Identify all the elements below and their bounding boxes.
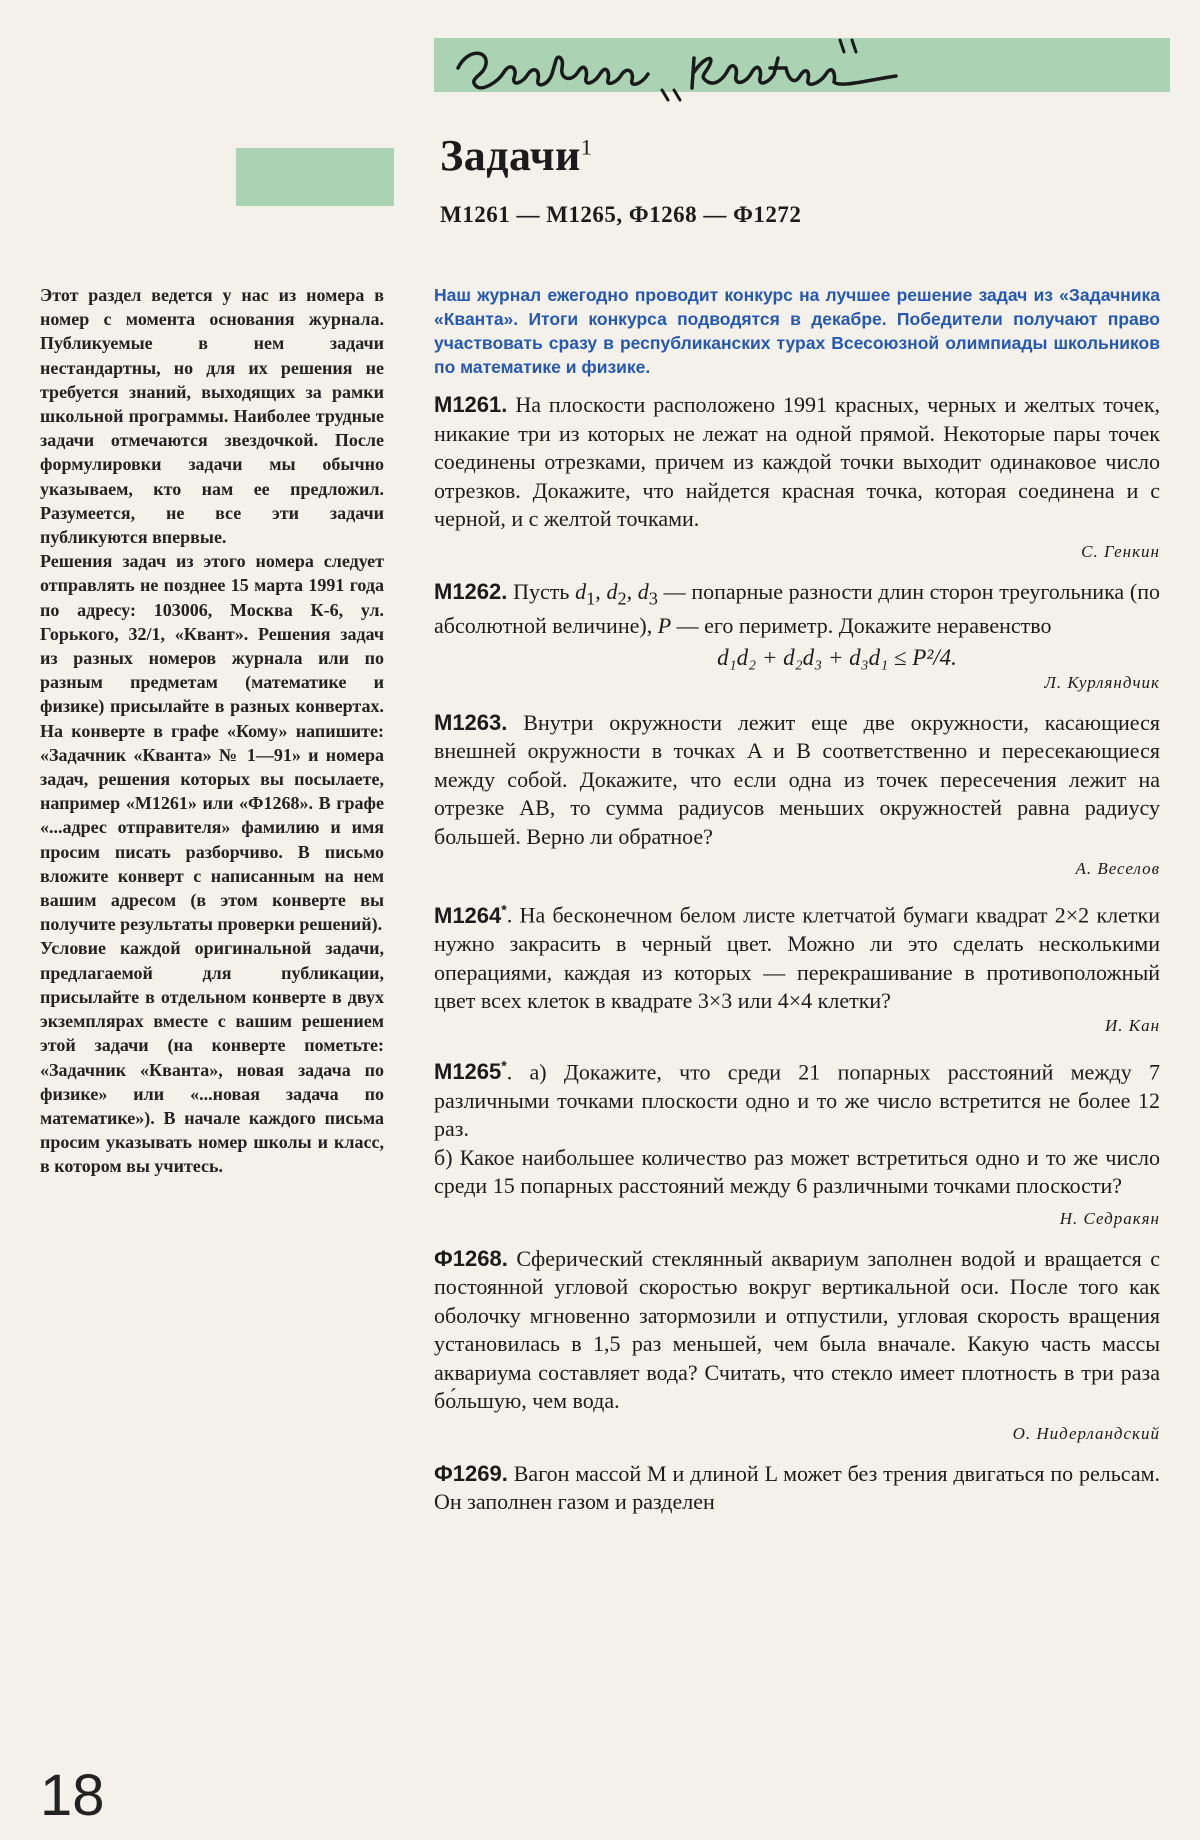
problem-text-a: . а) Докажите, что среди 21 попарных расстояний между 7 различными точками плоскости одно и то же число встретится не более 12 раз. <box>434 1059 1160 1142</box>
title-footnote-mark: 1 <box>580 134 593 160</box>
problem-text: Внутри окружности лежит еще две окружности, касающиеся внешней окружности в точках A и B соответственно и пересекающиеся между собой. Докажите, что если одна из точек пересечения лежит на отрезке AB, то сумма радиусов меньших окружностей равна радиусу большей. Верно ли обратное? <box>434 709 1161 849</box>
sidebar-info <box>40 283 384 1179</box>
problem-text: Сферический стеклянный аквариум заполнен водой и вращается с постоянной угловой скоростью вокруг вертикальной оси. После того как оболочку мгновенно затормозили и отпустили, угловая скорость вращения установилась в 1,5 раз меньшей, чем была вначале. Какую часть массы аквариума составляет вода? Считать, что стекло имеет плотность в три раза бо́льшую, чем вода. <box>434 1245 1160 1414</box>
problem-m1264 <box>434 895 1160 1035</box>
problem-id: М1261. <box>434 392 508 417</box>
difficulty-star: * <box>501 901 507 918</box>
contest-intro: Наш журнал ежегодно проводит конкурс на лучшее решение задач из «Задачника «Кванта». Итоги конкурса подводятся в декабре. Победители получают право участвовать сразу в республиканских турах Всесоюзной олимпиады школьников по математике и физике. <box>434 285 1160 377</box>
problem-id: Ф1268. <box>434 1245 508 1271</box>
math-sub: 2 <box>617 587 627 608</box>
problem-author: И. Кан <box>1105 1015 1160 1035</box>
problem-id: М1263. <box>434 709 508 735</box>
handwritten-title-logo <box>448 28 908 108</box>
problem-author: А. Веселов <box>1075 859 1160 879</box>
problem-text-b: б) Какое наибольшее количество раз может встретиться одно и то же число среди 15 попарных расстояний между 6 различными точками плоскости? <box>434 1144 1160 1199</box>
problem-m1265 <box>434 1052 1160 1229</box>
math-var: d <box>575 578 587 604</box>
sidebar-paragraph: Условие каждой оригинальной задачи, предлагаемой для публикации, присылайте в отдельном конверте в двух экземплярах вместе с вашим решением этой задачи (на конверте пометьте: «Задачник «Кванта», новая задача по физике» или «...новая задача по математике»). В начале каждого письма просим указывать номер школы и класс, в котором вы учитесь. <box>40 938 384 1177</box>
math-sub: 1 <box>586 587 596 608</box>
problem-text: На плоскости расположено 1991 красных, черных и желтых точек, никакие три из которых не лежат на одной прямой. Некоторые пары точек соединены отрезками, причем из каждой точки выходит одинаковое число отрезков. Докажите, что найдется красная точка, которая соединена и с черной, и с желтой точками. <box>434 392 1161 531</box>
problem-text-a: Пусть <box>513 578 570 604</box>
decorative-green-block <box>236 148 394 206</box>
math-sub: 3 <box>648 587 658 608</box>
page-title <box>440 130 592 181</box>
problem-author: Н. Седракян <box>1059 1208 1160 1228</box>
problem-text: . На бесконечном белом листе клетчатой бумаги квадрат 2×2 клетки нужно закрасить в черный цвет. Можно ли это сделать несколькими операциями, каждая из которых — перекрашивание в противоположный цвет всех клеток в квадрате 3×3 или 4×4 клетки? <box>434 902 1160 1014</box>
problem-text-c: — его периметр. Докажите неравенство <box>676 613 1052 639</box>
problem-id: М1264 <box>434 902 502 928</box>
page-number: 18 <box>40 1763 105 1828</box>
math-var: d <box>637 578 649 604</box>
sidebar-paragraph: Решения задач из этого номера следует отправлять не позднее 15 марта 1991 года по адресу: 103006, Москва К-6, ул. Горького, 32/1, «Квант». Решения задач из разных номеров журнала или по разным предметам (математике и физике) присылайте в разных конвертах. На конверте в графе «Кому» напишите: «Задачник «Кванта» № 1—91» и номера задач, решения которых вы посылаете, например «М1261» или «Ф1268». В графе «...адрес отправителя» фамилию и имя просим писать разборчиво. В письмо вложите конверт с написанным на нем вашим адресом (в этом конверте вы получите результаты проверки решений). <box>40 551 384 935</box>
problems-column <box>434 283 1160 1517</box>
math-var: d <box>606 578 618 604</box>
problem-m1262: М1262. Пусть $d_1$, $d_2$, $d_3$ — попарные разности длин сторон треугольника (по абсолютной величине), P — его периметр. Докажите неравенство d₁d₂ + d₂d₃ + d₃d₁ ≤ P²/4. Л. Курляндчик <box>434 578 1160 692</box>
problem-author: С. Генкин <box>1081 541 1160 561</box>
problem-id: М1262. <box>434 578 508 604</box>
title-text: Задачи <box>440 131 581 180</box>
problem-author: Л. Курляндчик <box>1044 672 1160 692</box>
sidebar-paragraph: Этот раздел ведется у нас из номера в номер с момента основания журнала. Публикуемые в нем задачи нестандартны, но для их решения не требуется знаний, выходящих за рамки школьной программы. Наиболее трудные задачи отмечаются звездочкой. После формулировки задачи мы обычно указываем, кто нам ее предложил. Разумеется, не все эти задачи публикуются впервые. <box>40 285 384 548</box>
problem-f1269 <box>434 1460 1160 1517</box>
problem-id: М1265 <box>434 1059 502 1085</box>
problem-text: Вагон массой M и длиной L может без трения двигаться по рельсам. Он заполнен газом и разделен <box>434 1460 1161 1515</box>
problem-range-subtitle: М1261 — М1265, Ф1268 — Ф1272 <box>440 202 802 227</box>
problem-author: О. Нидерландский <box>1012 1423 1160 1443</box>
problem-id: Ф1269. <box>434 1460 508 1486</box>
problem-m1263 <box>434 709 1160 880</box>
script-title-text: Задачник „Кванта” <box>448 28 457 29</box>
math-var: P <box>657 613 672 639</box>
difficulty-star: * <box>501 1057 507 1074</box>
problem-m1261 <box>434 391 1160 562</box>
inequality-formula: d₁d₂ + d₂d₃ + d₃d₁ ≤ P²/4. <box>717 644 957 670</box>
problem-text-b: — попарные разности длин сторон треугольника (по абсолютной величине), <box>434 578 1160 639</box>
problem-f1268 <box>434 1245 1160 1444</box>
